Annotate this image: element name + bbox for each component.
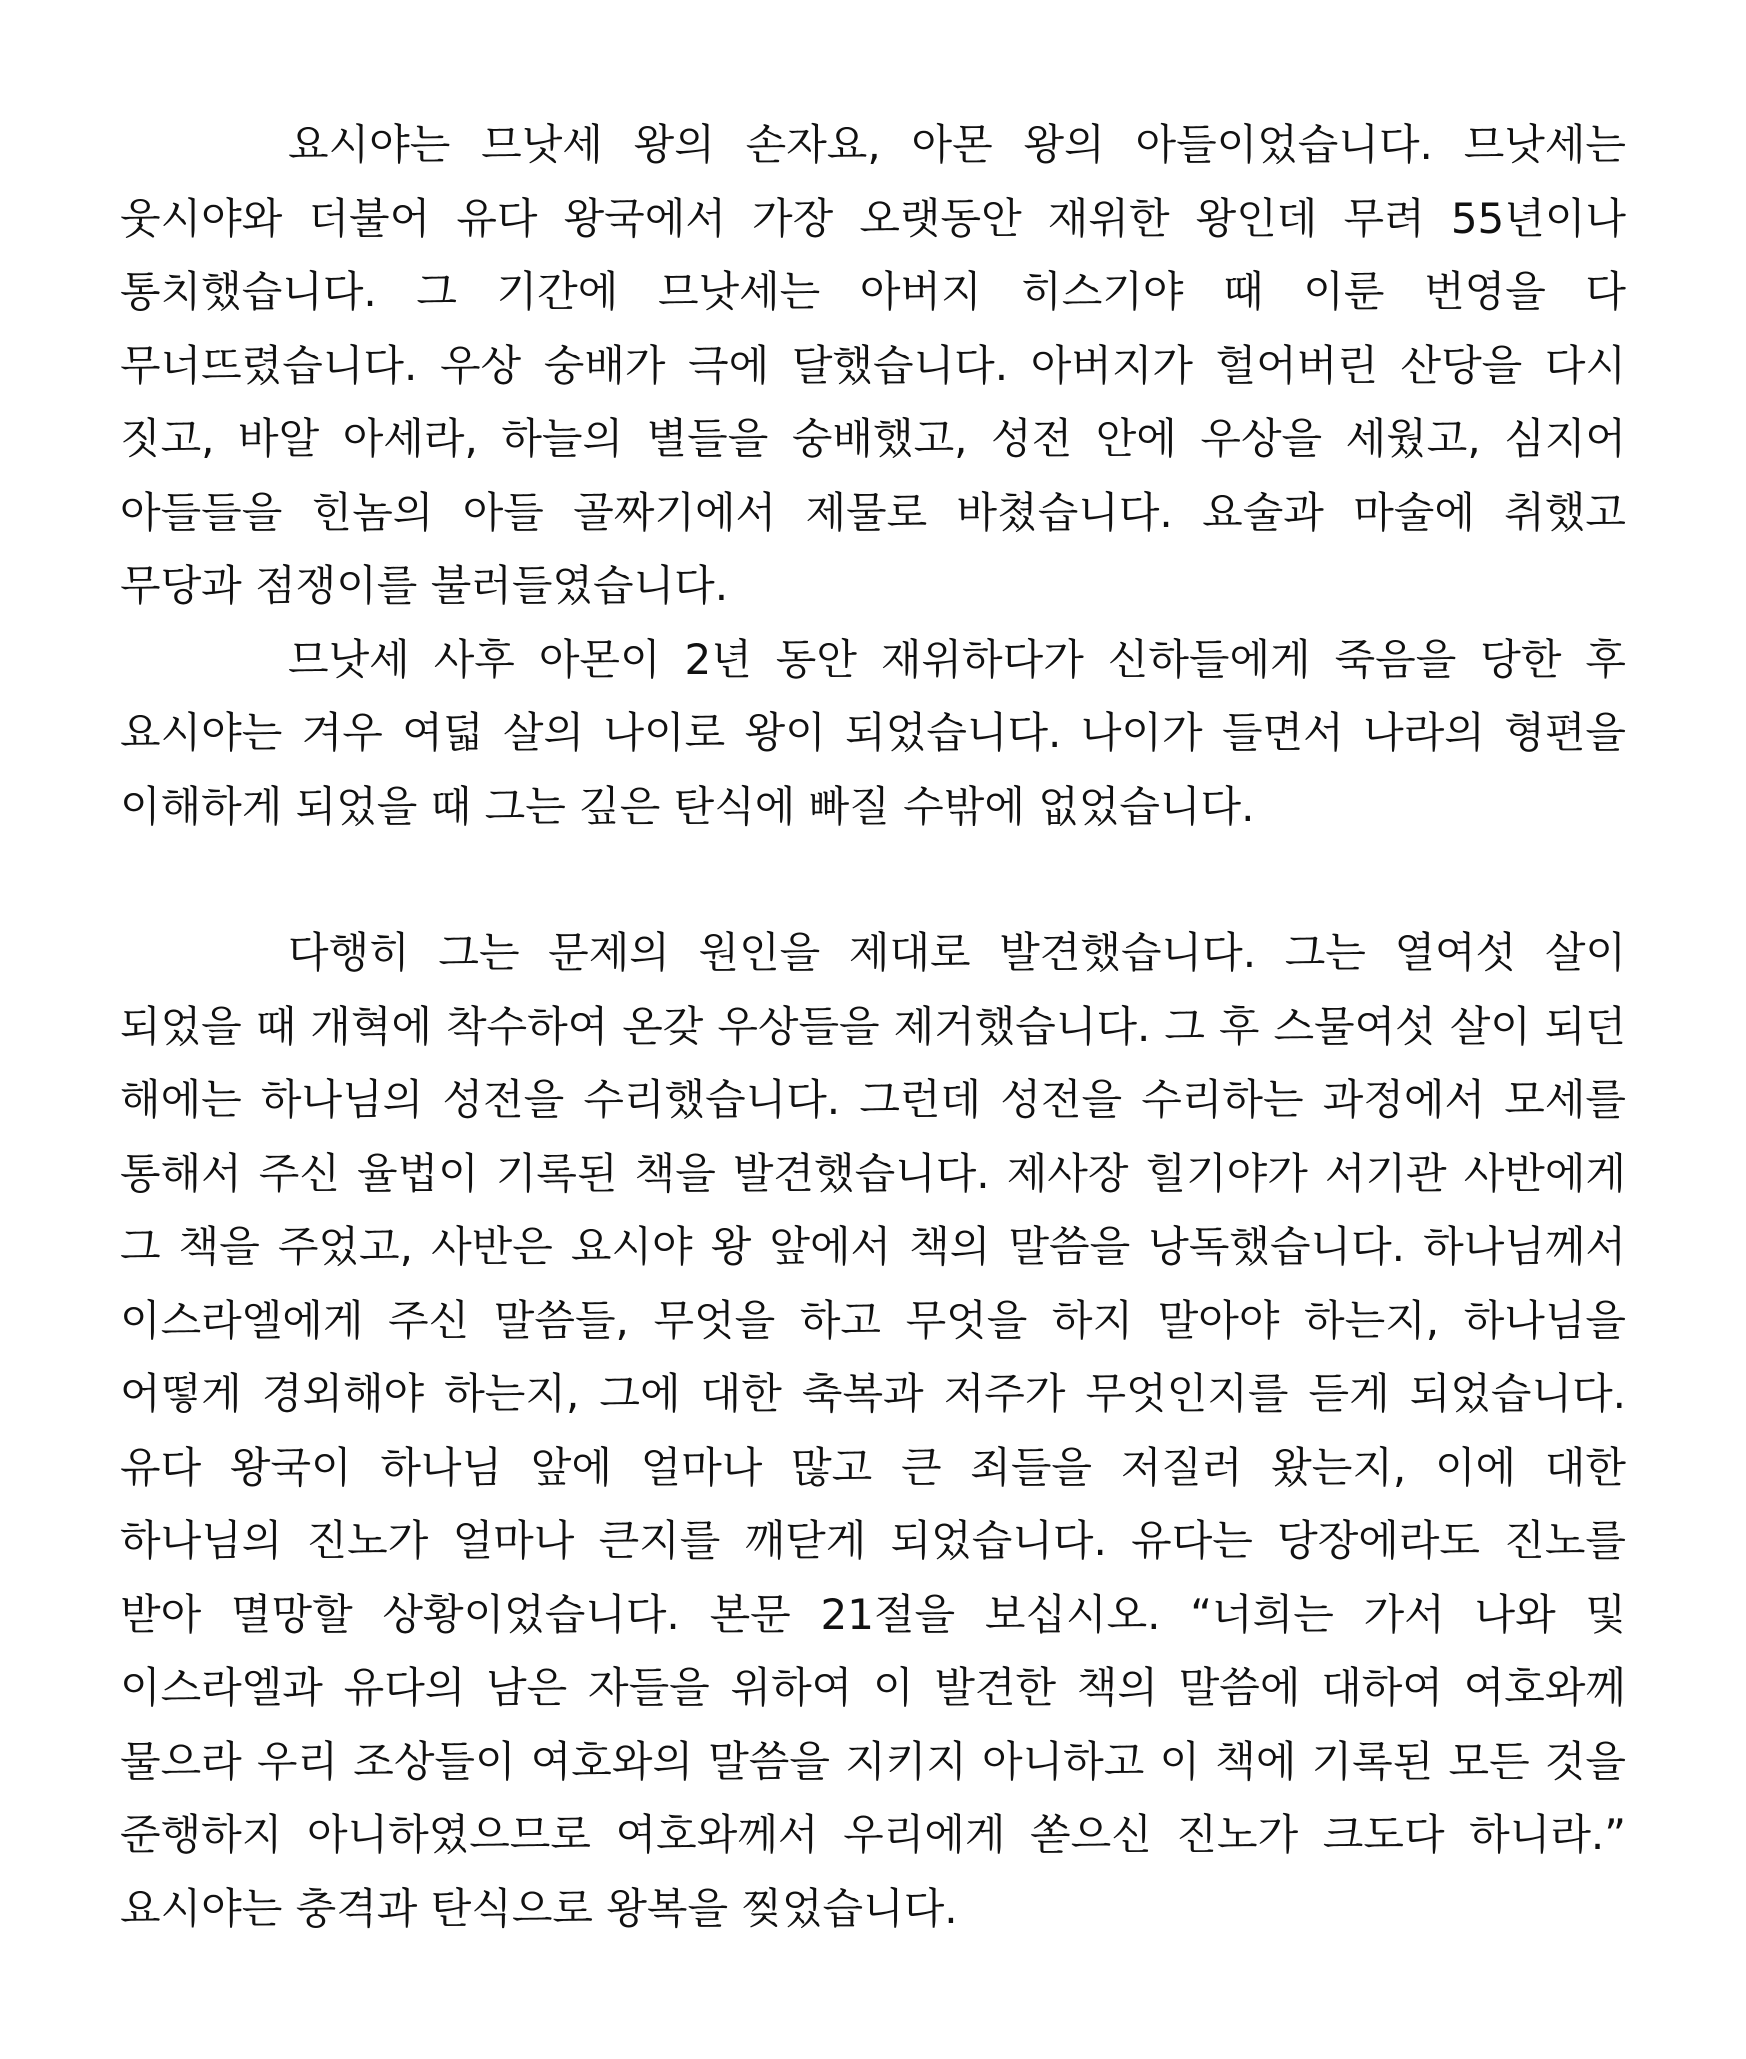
document-page [120, 108, 1626, 1945]
paragraph-3: 다행히 그는 문제의 원인을 제대로 발견했습니다. 그는 열여섯 살이 되었을 때 개혁에 착수하여 온갖 우상들을 제거했습니다. 그 후 스물여섯 살이 되던 해에는 하나님의 성전을 수리했습니다. 그런데 성전을 수리하는 과정에서 모세를 통해서 주신 율법이 기록된 책을 발견했습니다. 제사장 힐기야가 서기관 사반에게 그 책을 주었고, 사반은 요시야 왕 앞에서 책의 말씀을 낭독했습니다. 하나님께서 이스라엘에게 주신 말씀들, 무엇을 하고 무엇을 하지 말아야 하는지, 하나님을 어떻게 경외해야 하는지, 그에 대한 축복과 저주가 무엇인지를 듣게 되었습니다. 유다 왕국이 하나님 앞에 얼마나 많고 큰 죄들을 저질러 왔는지, 이에 대한 하나님의 진노가 얼마나 큰지를 깨닫게 되었습니다. 유다는 당장에라도 진노를 받아 멸망할 상황이었습니다. 본문 21절을 보십시오. “너희는 가서 나와 및 이스라엘과 유다의 남은 자들을 위하여 이 발견한 책의 말씀에 대하여 여호와께 물으라 우리 조상들이 여호와의 말씀을 지키지 아니하고 이 책에 기록된 모든 것을 준행하지 아니하였으므로 여호와께서 우리에게 쏟으신 진노가 크도다 하니라.” 요시야는 충격과 탄식으로 왕복을 찢었습니다. [120, 928, 1626, 1933]
paragraph-1: 요시야는 므낫세 왕의 손자요, 아몬 왕의 아들이었습니다. 므낫세는 웃시야와 더불어 유다 왕국에서 가장 오랫동안 재위한 왕인데 무려 55년이나 통치했습니다. 그 기간에 므낫세는 아버지 히스기야 때 이룬 번영을 다 무너뜨렸습니다. 우상 숭배가 극에 달했습니다. 아버지가 헐어버린 산당을 다시 짓고, 바알 아세라, 하늘의 별들을 숭배했고, 성전 안에 우상을 세웠고, 심지어 아들들을 힌놈의 아들 골짜기에서 제물로 바쳤습니다. 요술과 마술에 취했고 무당과 점쟁이를 불러들였습니다. [120, 120, 1626, 610]
paragraph-2: 므낫세 사후 아몬이 2년 동안 재위하다가 신하들에게 죽음을 당한 후 요시야는 겨우 여덟 살의 나이로 왕이 되었습니다. 나이가 들면서 나라의 형편을 이해하게 되었을 때 그는 깊은 탄식에 빠질 수밖에 없었습니다. [120, 634, 1626, 831]
